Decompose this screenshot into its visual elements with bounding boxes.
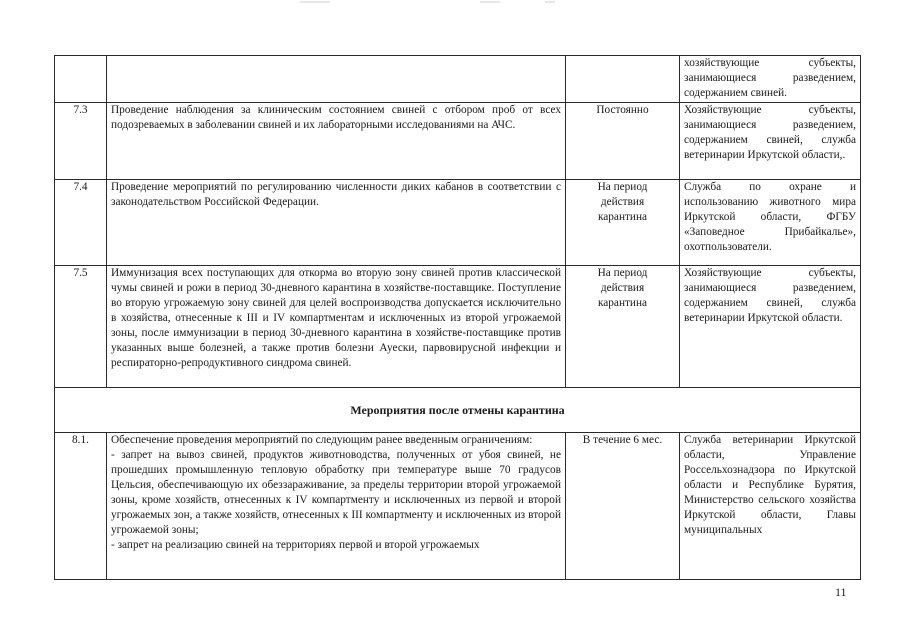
measure-responsible: Хозяйствующие субъекты, занимающиеся разведением, содержанием свиней, служба ветеринарии Иркутской области. [680,266,861,388]
measure-responsible: хозяйствующие субъекты, занимающиеся разведением, содержанием свиней. [680,56,861,103]
row-number: 7.4 [55,180,107,266]
description-line: Обеспечение проведения мероприятий по следующим ранее введенным ограничениям: [111,434,533,446]
description-line: - запрет на реализацию свиней на территориях первой и второй угрожаемых [111,539,480,551]
page-number: 11 [835,585,847,599]
measure-description [107,433,566,580]
table-row [55,103,861,180]
measure-description: Иммунизация всех поступающих для откорма во вторую зону свиней против классической чумы свиней и рожи в период 30-дневного карантина в хозяйстве-поставщике. Поступление во вторую угрожаемую зону свиней для целей воспроизводства допускается исключительно в хозяйства, отнесенные к III и IV компартментам и исключенных из второй угрожаемой зоны, после иммунизации в период 30-дневного карантина в хозяйстве-поставщике против указанных выше болезней, а также против болезни Ауески, парвовирусной инфекции и респираторно-репродуктивного синдрома свиней. [107,266,566,388]
description-line: - запрет на вывоз свиней, продуктов животноводства, полученных от убоя свиней, не прошедших промышленную тепловую обработку при температуре выше 70 градусов Цельсия, обеспечивающую их обеззараживание, за пределы территории второй угрожаемой зоны, кроме хозяйств, отнесенных к IV компартменту и исключенных из первой и второй угрожаемых зон, а также хозяйств, отнесенных к III компартменту и исключенных из второй угрожаемой зоны; [111,449,561,536]
measure-description [107,56,566,103]
measure-term [566,56,680,103]
row-number: 7.5 [55,266,107,388]
table-row [55,56,861,103]
row-number: 8.1. [55,433,107,580]
measure-description: Проведение наблюдения за клиническим состоянием свиней с отбором проб от всех подозреваемых в заболевании свиней и их лабораторными исследованиями на АЧС. [107,103,566,180]
table-row [55,433,861,580]
measure-description: Проведение мероприятий по регулированию численности диких кабанов в соответствии с законодательством Российской Федерации. [107,180,566,266]
scan-specks [0,0,905,10]
measure-term: В течение 6 мес. [566,433,680,580]
row-number [55,56,107,103]
measures-table [54,55,861,580]
measure-term: На период действия карантина [566,180,680,266]
measure-responsible: Служба ветеринарии Иркутской области, Управление Россельхознадзора по Иркутской области и Республике Бурятия, Министерство сельского хозяйства Иркутской области, Главы муниципальных [680,433,861,580]
measure-responsible: Хозяйствующие субъекты, занимающиеся разведением, содержанием свиней, служба ветеринарии Иркутской области,. [680,103,861,180]
row-number: 7.3 [55,103,107,180]
section-row [55,388,861,433]
section-heading: Мероприятия после отмены карантина [55,388,861,433]
table-row [55,266,861,388]
measure-term: На период действия карантина [566,266,680,388]
measure-term: Постоянно [566,103,680,180]
table-row [55,180,861,266]
measure-responsible: Служба по охране и использованию животного мира Иркутской области, ФГБУ «Заповедное Прибайкалье», охотпользователи. [680,180,861,266]
